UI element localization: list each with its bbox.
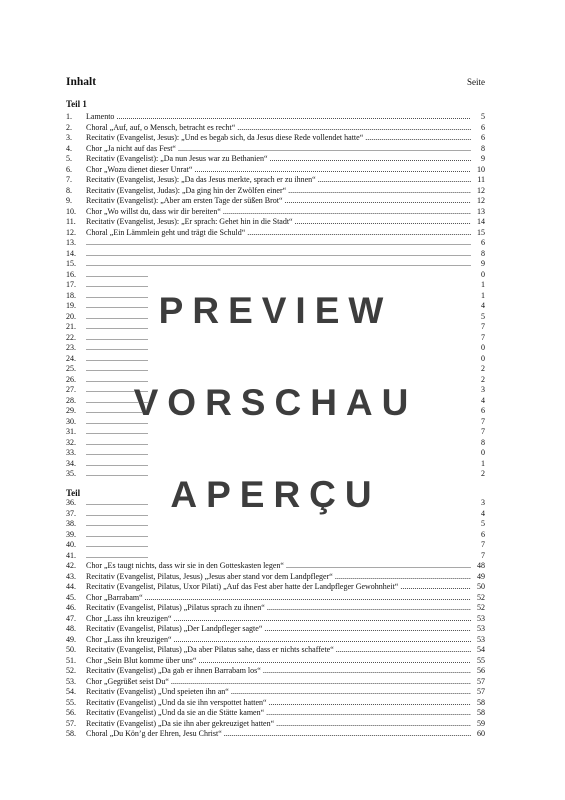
toc-entry-title xyxy=(86,249,471,259)
toc-entry-page: 6 xyxy=(481,529,485,539)
toc-entry-number: 21. xyxy=(66,322,76,331)
toc-entry-number: 18. xyxy=(66,290,76,300)
toc-entry-title: Choral „Ein Lämmlein geht und trägt die Schuld“ ..... xyxy=(86,228,471,238)
toc-entry xyxy=(66,698,485,708)
toc-entry-page: 7 xyxy=(481,540,485,549)
toc-entry xyxy=(66,635,485,645)
toc-entry-number: 32. xyxy=(66,437,76,447)
toc-entry-title: Recitativ (Evangelist): „Da nun Jesus war zu Bethanien“ ..... xyxy=(86,154,471,164)
toc-entry-number: 25. xyxy=(66,364,76,373)
toc-header xyxy=(66,76,485,90)
toc-entry-number: 29. xyxy=(66,406,76,415)
toc-entry-number: 3. xyxy=(66,133,72,142)
toc-entry xyxy=(66,207,485,217)
toc-entry-number: 8. xyxy=(66,185,72,195)
toc-entry xyxy=(66,603,485,613)
toc-entry-title: Chor „Barrabam“ ..... xyxy=(86,593,471,603)
toc-entry-title: Chor „Wozu dienet dieser Unrat“ ..... xyxy=(86,165,471,175)
toc-entry xyxy=(66,614,485,624)
toc-entry-page: 0 xyxy=(481,269,485,279)
toc-entry-title: Recitativ (Evangelist, Judas): „Da ging hin der Zwölfen einer“ ..... xyxy=(86,186,471,196)
toc-entry-title: Choral „Du Kön’g der Ehren, Jesu Christ“ ..... xyxy=(86,729,471,739)
toc-entry-number: 56. xyxy=(66,708,76,717)
toc-entry-page: 1 xyxy=(481,458,485,468)
toc-entry-number: 30. xyxy=(66,416,76,426)
toc-entry xyxy=(66,154,485,164)
toc-entry-number: 24. xyxy=(66,353,76,363)
toc-entry xyxy=(66,572,485,582)
toc-entry-number: 39. xyxy=(66,529,76,539)
toc-entry-title: Recitativ (Evangelist) „Und da sie ihn verspottet hatten“ ..... xyxy=(86,698,471,708)
toc-entry-number: 36. xyxy=(66,498,76,507)
toc-entry-number: 41. xyxy=(66,550,76,560)
toc-entry-page: 0 xyxy=(481,448,485,457)
toc-entry-page: 5 xyxy=(481,519,485,528)
toc-entry-number: 33. xyxy=(66,448,76,457)
toc-entry-page: 53 xyxy=(477,624,485,633)
watermark-preview: PREVIEW xyxy=(158,290,393,331)
toc-entry-title: Choral „Auf, auf, o Mensch, betracht es recht“ ..... xyxy=(86,123,471,133)
toc-entry-page: 11 xyxy=(477,175,485,184)
toc-entry-page: 6 xyxy=(481,122,485,132)
toc-entry-number: 14. xyxy=(66,248,76,258)
watermark-apercu: APERÇU xyxy=(170,474,381,515)
toc-entry-page: 4 xyxy=(481,508,485,518)
toc-entry-number: 26. xyxy=(66,374,76,384)
toc-entry-page: 54 xyxy=(477,645,485,654)
toc-entry-number: 46. xyxy=(66,603,76,612)
toc-entry-number: 37. xyxy=(66,508,76,518)
toc-entry-page: 10 xyxy=(477,164,485,174)
toc-entry-page: 4 xyxy=(481,395,485,405)
toc-entry-number: 42. xyxy=(66,561,76,570)
toc-entry-title: Recitativ (Evangelist) „Da gab er ihnen Barrabam los“ ..... xyxy=(86,666,471,676)
toc-entry-number: 4. xyxy=(66,143,72,153)
toc-entry xyxy=(66,228,485,238)
toc-entry-title: Chor „Lass ihn kreuzigen“ ..... xyxy=(86,635,471,645)
toc-entry-page: 0 xyxy=(481,343,485,352)
toc-entry-number: 28. xyxy=(66,395,76,405)
toc-entry-title: Recitativ (Evangelist, Pilatus, Uxor Pilati) „Auf das Fest aber hatte der Landpfleger Gewohnheit“ ..... xyxy=(86,582,471,592)
toc-entry-number: 20. xyxy=(66,311,76,321)
toc-entry-number: 16. xyxy=(66,269,76,279)
toc-entry xyxy=(66,624,485,634)
toc-entry-page: 13 xyxy=(477,206,485,216)
toc-entry-page: 49 xyxy=(477,571,485,581)
toc-entry-page: 52 xyxy=(477,603,485,612)
toc-entry-page: 4 xyxy=(481,301,485,310)
toc-entry xyxy=(66,144,485,154)
toc-entry-page: 52 xyxy=(477,592,485,602)
toc-entry-page: 48 xyxy=(477,561,485,570)
page-column-label: Seite xyxy=(467,77,485,87)
toc-entry-title: Recitativ (Evangelist, Pilatus) „Pilatus sprach zu ihnen“ ..... xyxy=(86,603,471,613)
toc-entry xyxy=(66,133,485,143)
toc-entry-page: 0 xyxy=(481,353,485,363)
toc-entry-page: 56 xyxy=(477,666,485,675)
toc-entry xyxy=(66,666,485,676)
toc-entry-title: Recitativ (Evangelist, Pilatus) „Der Landpfleger sagte“ ..... xyxy=(86,624,471,634)
toc-entry-page: 50 xyxy=(477,582,485,591)
toc-entry-title: Recitativ (Evangelist, Pilatus) „Da aber Pilatus sahe, dass er nichts schaffete“ ..... xyxy=(86,645,471,655)
toc-entry xyxy=(66,729,485,739)
toc-entry-number: 6. xyxy=(66,164,72,174)
toc-entry-title: Recitativ (Evangelist, Jesus): „Und es begab sich, da Jesus diese Rede vollendet hatte“ ..... xyxy=(86,133,471,143)
toc-entry xyxy=(66,656,485,666)
toc-entry-page: 7 xyxy=(481,416,485,426)
toc-entry-number: 11. xyxy=(66,217,76,226)
toc-entry-number: 7. xyxy=(66,175,72,184)
toc-entry xyxy=(66,165,485,175)
toc-entry xyxy=(66,561,485,571)
toc-entry-number: 53. xyxy=(66,676,76,686)
toc-entry-page: 58 xyxy=(477,708,485,717)
toc-entry xyxy=(66,645,485,655)
toc-entry-number: 51. xyxy=(66,655,76,665)
toc-entry-number: 23. xyxy=(66,343,76,352)
toc-entry-number: 35. xyxy=(66,469,76,478)
toc-entry-title: Chor „Es taugt nichts, dass wir sie in den Gotteskasten legen“ ..... xyxy=(86,561,471,571)
toc-entry-page: 53 xyxy=(477,613,485,623)
toc-title: Inhalt xyxy=(66,76,97,88)
toc-entry-page: 2 xyxy=(481,374,485,384)
toc-entry-number: 43. xyxy=(66,571,76,581)
toc-entry-number: 57. xyxy=(66,718,76,728)
toc-entry xyxy=(66,238,485,248)
toc-entry-page: 5 xyxy=(481,112,485,121)
part-heading-1: Teil 1 xyxy=(66,99,87,109)
toc-entry-title: Chor „Wo willst du, dass wir dir bereiten“ ..... xyxy=(86,207,471,217)
toc-entry-page: 9 xyxy=(481,154,485,163)
toc-entry-title: Lamento ..... xyxy=(86,112,471,122)
toc-entry-title: Recitativ (Evangelist) „Und da sie an die Stätte kamen“ ..... xyxy=(86,708,471,718)
toc-entry-page: 8 xyxy=(481,143,485,153)
toc-entry-number: 2. xyxy=(66,122,72,132)
toc-entry-number: 55. xyxy=(66,697,76,707)
toc-entry-number: 47. xyxy=(66,613,76,623)
toc-entry-page: 57 xyxy=(477,676,485,686)
toc-entry-title: Chor „Sein Blut komme über uns“ ..... xyxy=(86,656,471,666)
toc-entry-number: 50. xyxy=(66,645,76,654)
toc-entry xyxy=(66,175,485,185)
toc-entry-title: Chor „Ja nicht auf das Fest“ ..... xyxy=(86,144,471,154)
toc-entry-page: 8 xyxy=(481,248,485,258)
toc-entry-number: 19. xyxy=(66,301,76,310)
toc-entry-number: 13. xyxy=(66,238,76,247)
toc-entry-title: Chor „Lass ihn kreuzigen“ ..... xyxy=(86,614,471,624)
toc-entry-title: Recitativ (Evangelist) „Und speieten ihn an“ ..... xyxy=(86,687,471,697)
toc-entry-page: 14 xyxy=(477,217,485,226)
toc-entry-page: 59 xyxy=(477,718,485,728)
toc-entry-title: Recitativ (Evangelist, Jesus): „Er sprach: Gehet hin in die Stadt“ ..... xyxy=(86,217,471,227)
toc-entry-page: 3 xyxy=(481,385,485,394)
toc-entry-number: 38. xyxy=(66,519,76,528)
toc-entry-page: 12 xyxy=(477,196,485,205)
toc-entry-number: 40. xyxy=(66,540,76,549)
toc-entry-number: 5. xyxy=(66,154,72,163)
toc-entry-page: 53 xyxy=(477,634,485,644)
toc-entry-number: 17. xyxy=(66,280,76,289)
toc-entry-page: 6 xyxy=(481,133,485,142)
toc-entry-page: 1 xyxy=(481,280,485,289)
toc-entry-number: 9. xyxy=(66,196,72,205)
toc-entry xyxy=(66,112,485,122)
toc-entry-page: 57 xyxy=(477,687,485,696)
toc-entry xyxy=(66,708,485,718)
toc-entry-number: 10. xyxy=(66,206,76,216)
toc-entry-page: 15 xyxy=(477,227,485,237)
toc-entry xyxy=(66,677,485,687)
toc-entry-number: 54. xyxy=(66,687,76,696)
watermark-vorschau: VORSCHAU xyxy=(133,382,418,423)
toc-entry-page: 58 xyxy=(477,697,485,707)
toc-entry-number: 45. xyxy=(66,592,76,602)
toc-entry-page: 5 xyxy=(481,311,485,321)
toc-entry xyxy=(66,123,485,133)
toc-entry-page: 8 xyxy=(481,437,485,447)
toc-entry-number: 34. xyxy=(66,458,76,468)
toc-entry xyxy=(66,687,485,697)
toc-entry xyxy=(66,186,485,196)
toc-entry-title: Chor „Gegrüßet seist Du“ ..... xyxy=(86,677,471,687)
toc-entry-number: 27. xyxy=(66,385,76,394)
toc-entry-page: 7 xyxy=(481,332,485,342)
toc-entry-number: 31. xyxy=(66,427,76,436)
toc-entry-number: 52. xyxy=(66,666,76,675)
toc-entry-number: 1. xyxy=(66,112,72,121)
toc-entry xyxy=(66,593,485,603)
toc-entry-page: 12 xyxy=(477,185,485,195)
toc-entry-number: 22. xyxy=(66,332,76,342)
toc-entry-number: 12. xyxy=(66,227,76,237)
toc-entry-page: 7 xyxy=(481,550,485,560)
toc-entry xyxy=(66,249,485,259)
toc-entry-title: Recitativ (Evangelist) „Da sie ihn aber gekreuziget hatten“ ..... xyxy=(86,719,471,729)
toc-entry-title: Recitativ (Evangelist, Jesus): „Da das Jesus merkte, sprach er zu ihnen“ ..... xyxy=(86,175,471,185)
toc-entry-number: 44. xyxy=(66,582,76,591)
toc-entry xyxy=(66,719,485,729)
toc-entry xyxy=(66,582,485,592)
toc-entry xyxy=(66,217,485,227)
toc-entry-page: 6 xyxy=(481,406,485,415)
toc-entry-page: 2 xyxy=(481,469,485,478)
toc-entry-page: 9 xyxy=(481,259,485,268)
toc-entry-page: 1 xyxy=(481,290,485,300)
toc-entry-number: 58. xyxy=(66,729,76,738)
toc-entry-page: 6 xyxy=(481,238,485,247)
toc-entry-page: 7 xyxy=(481,427,485,436)
toc-entry-title: Recitativ (Evangelist): „Aber am ersten Tage der süßen Brot“ ..... xyxy=(86,196,471,206)
toc-entry xyxy=(66,196,485,206)
toc-entry-page: 55 xyxy=(477,655,485,665)
toc-entry-title: Recitativ (Evangelist, Pilatus, Jesus) „Jesus aber stand vor dem Landpfleger“ ..... xyxy=(86,572,471,582)
toc-entry-number: 49. xyxy=(66,634,76,644)
toc-entry-number: 48. xyxy=(66,624,76,633)
toc-entry-page: 60 xyxy=(477,729,485,738)
toc-entry-page: 7 xyxy=(481,322,485,331)
part-heading-2: Teil xyxy=(66,488,81,498)
toc-entry-page: 3 xyxy=(481,498,485,507)
toc-entry-number: 15. xyxy=(66,259,76,268)
toc-entry-title xyxy=(86,238,471,248)
toc-entry-page: 2 xyxy=(481,364,485,373)
